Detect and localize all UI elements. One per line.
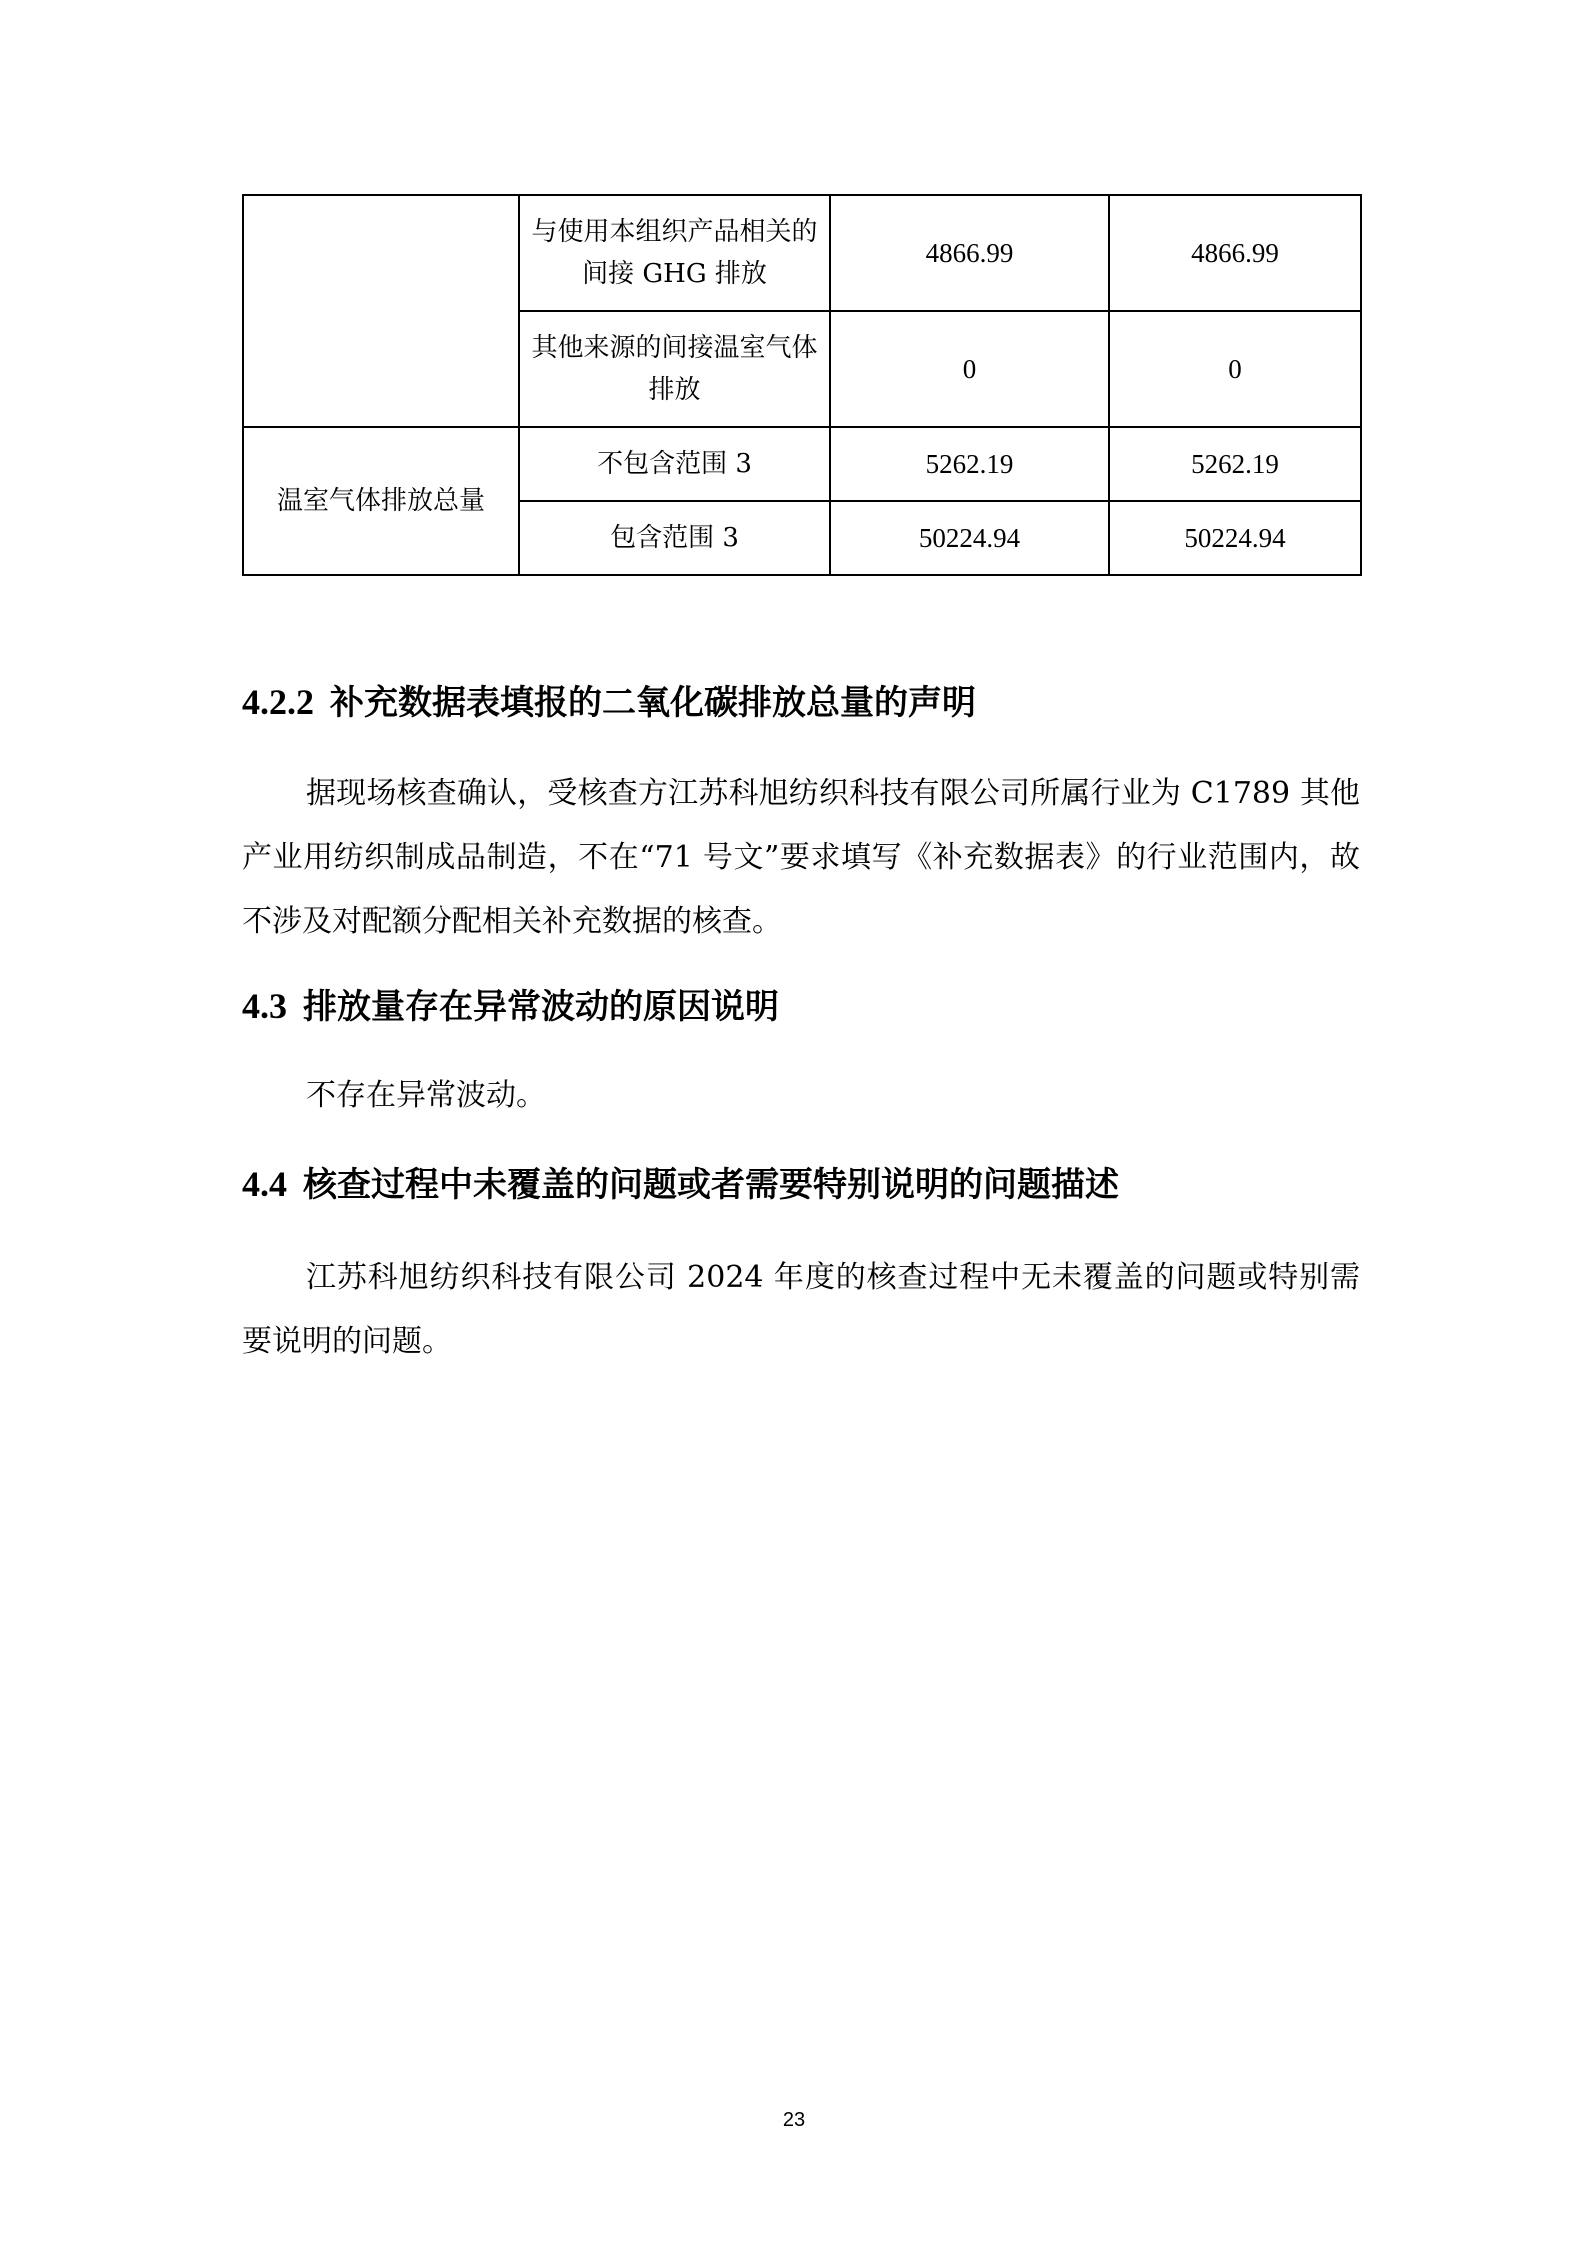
section-title: 核查过程中未覆盖的问题或者需要特别说明的问题描述 xyxy=(303,1165,1119,1205)
section-number: 4.2.2 xyxy=(242,682,314,722)
table-cell-item: 不包含范围 3 xyxy=(519,427,830,501)
table-cell-value: 50224.94 xyxy=(1109,501,1361,575)
section-paragraph: 江苏科旭纺织科技有限公司 2024 年度的核查过程中无未覆盖的问题或特别需要说明的问题。 xyxy=(242,1260,1360,1359)
table-cell-item: 与使用本组织产品相关的间接 GHG 排放 xyxy=(519,195,830,311)
section-title: 排放量存在异常波动的原因说明 xyxy=(303,987,779,1027)
table-cell-value: 4866.99 xyxy=(1109,195,1361,311)
page-number: 23 xyxy=(782,2109,806,2131)
table-row xyxy=(243,195,1361,311)
table-cell-value: 0 xyxy=(1109,311,1361,427)
table-cell-value: 50224.94 xyxy=(830,501,1109,575)
section-paragraph: 不存在异常波动。 xyxy=(306,1078,546,1113)
section-heading xyxy=(242,680,976,725)
section-number: 4.4 xyxy=(242,1164,287,1204)
table-cell-value: 0 xyxy=(830,311,1109,427)
section-number: 4.3 xyxy=(242,986,287,1026)
table-cell-value: 5262.19 xyxy=(830,427,1109,501)
table-row xyxy=(243,427,1361,501)
section-heading xyxy=(242,1162,1119,1207)
table-cell-category: 温室气体排放总量 xyxy=(243,427,519,575)
table-cell-value: 5262.19 xyxy=(1109,427,1361,501)
section-heading xyxy=(242,984,779,1029)
table-cell-item: 包含范围 3 xyxy=(519,501,830,575)
section-paragraph: 据现场核查确认，受核查方江苏科旭纺织科技有限公司所属行业为 C1789 其他产业用纺织制成品制造，不在“71 号文”要求填写《补充数据表》的行业范围内，故不涉及对配额分配相关补充数据的核查。 xyxy=(242,776,1360,939)
table-cell-value: 4866.99 xyxy=(830,195,1109,311)
table-cell-item: 其他来源的间接温室气体排放 xyxy=(519,311,830,427)
table-cell-category xyxy=(243,195,519,427)
emissions-table xyxy=(242,194,1362,576)
section-title: 补充数据表填报的二氧化碳排放总量的声明 xyxy=(330,683,976,723)
